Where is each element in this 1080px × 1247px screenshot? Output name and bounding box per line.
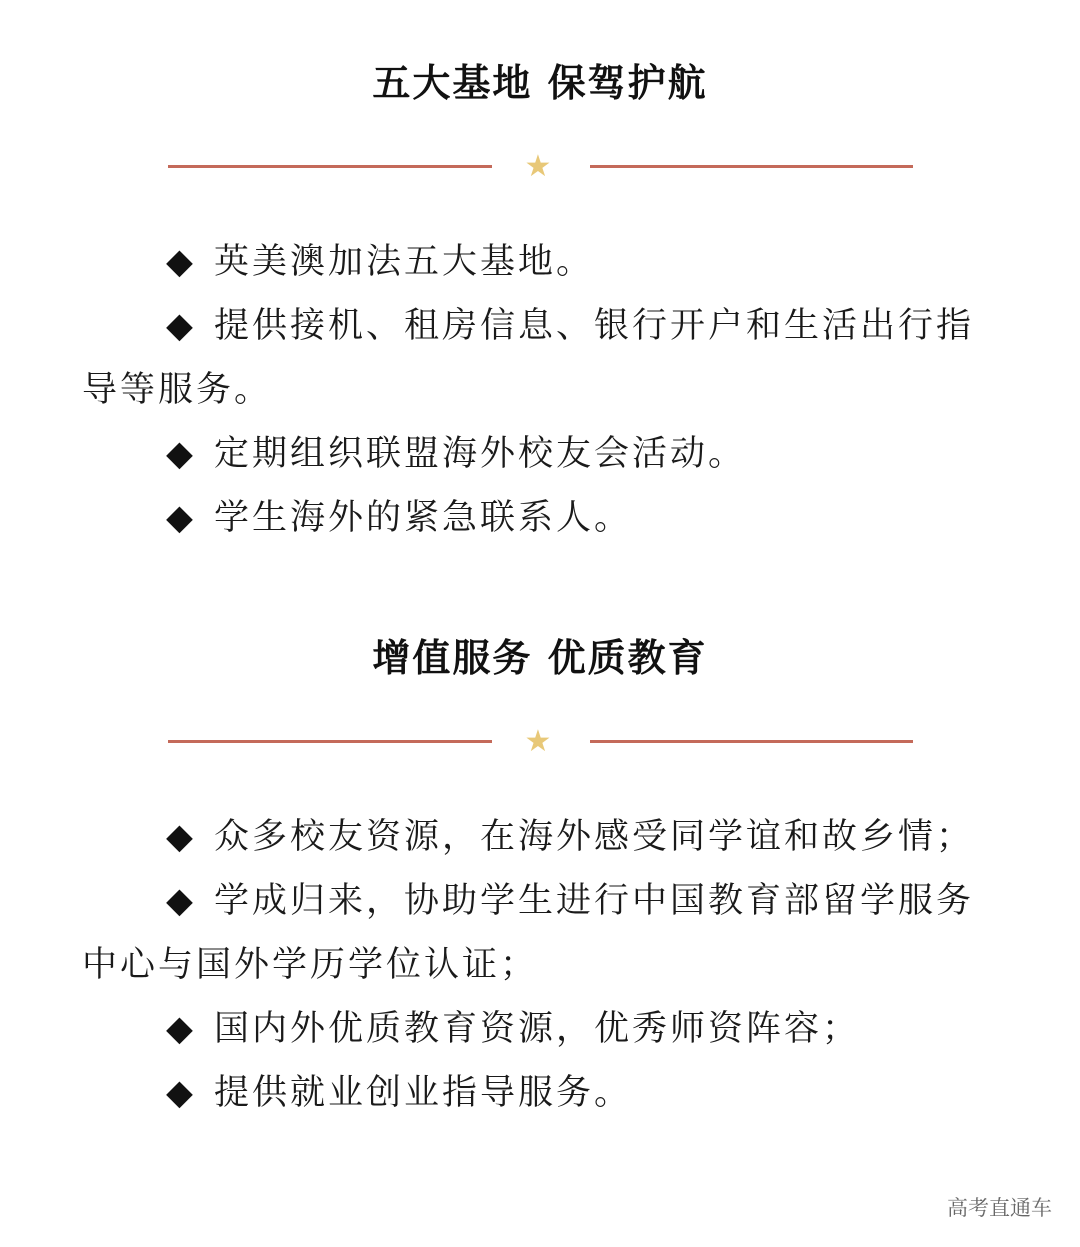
divider-line-right — [590, 165, 913, 168]
section-2-title: 增值服务 优质教育 — [372, 636, 708, 680]
watermark: 高考直通车 — [947, 1196, 1052, 1220]
divider-line-left — [168, 165, 492, 168]
star-icon: ★ — [524, 149, 552, 184]
section-1-list — [82, 230, 1000, 550]
list-item-text: 学生海外的紧急联系人。 — [214, 498, 633, 538]
section-2-list — [82, 805, 1000, 1125]
section-2-divider — [168, 724, 913, 759]
diamond-bullet-icon: ◆ — [166, 242, 196, 282]
diamond-bullet-icon: ◆ — [166, 434, 196, 474]
diamond-bullet-icon: ◆ — [166, 817, 196, 857]
diamond-bullet-icon: ◆ — [166, 498, 196, 538]
list-item-text: 学成归来，协助学生进行中国教育部留学服务中心与国外学历学位认证； — [82, 881, 975, 985]
divider-line-left — [168, 740, 492, 743]
list-item — [82, 869, 1000, 997]
section-1-title: 五大基地 保驾护航 — [372, 61, 708, 105]
list-item-text: 定期组织联盟海外校友会活动。 — [214, 434, 747, 474]
divider-line-right — [590, 740, 913, 743]
list-item-text: 提供接机、租房信息、银行开户和生活出行指导等服务。 — [82, 306, 975, 410]
list-item — [82, 486, 1000, 550]
diamond-bullet-icon: ◆ — [166, 1073, 196, 1113]
diamond-bullet-icon: ◆ — [166, 1009, 196, 1049]
list-item-text: 英美澳加法五大基地。 — [214, 242, 595, 282]
list-item — [82, 230, 1000, 294]
diamond-bullet-icon: ◆ — [166, 306, 196, 346]
section-1-divider — [168, 149, 913, 184]
list-item — [82, 294, 1000, 422]
list-item-text: 国内外优质教育资源，优秀师资阵容； — [214, 1009, 861, 1049]
list-item-text: 众多校友资源，在海外感受同学谊和故乡情； — [214, 817, 975, 857]
list-item — [82, 805, 1000, 869]
diamond-bullet-icon: ◆ — [166, 881, 196, 921]
list-item — [82, 422, 1000, 486]
star-icon: ★ — [524, 724, 552, 759]
list-item — [82, 1061, 1000, 1125]
list-item — [82, 997, 1000, 1061]
list-item-text: 提供就业创业指导服务。 — [214, 1073, 633, 1113]
